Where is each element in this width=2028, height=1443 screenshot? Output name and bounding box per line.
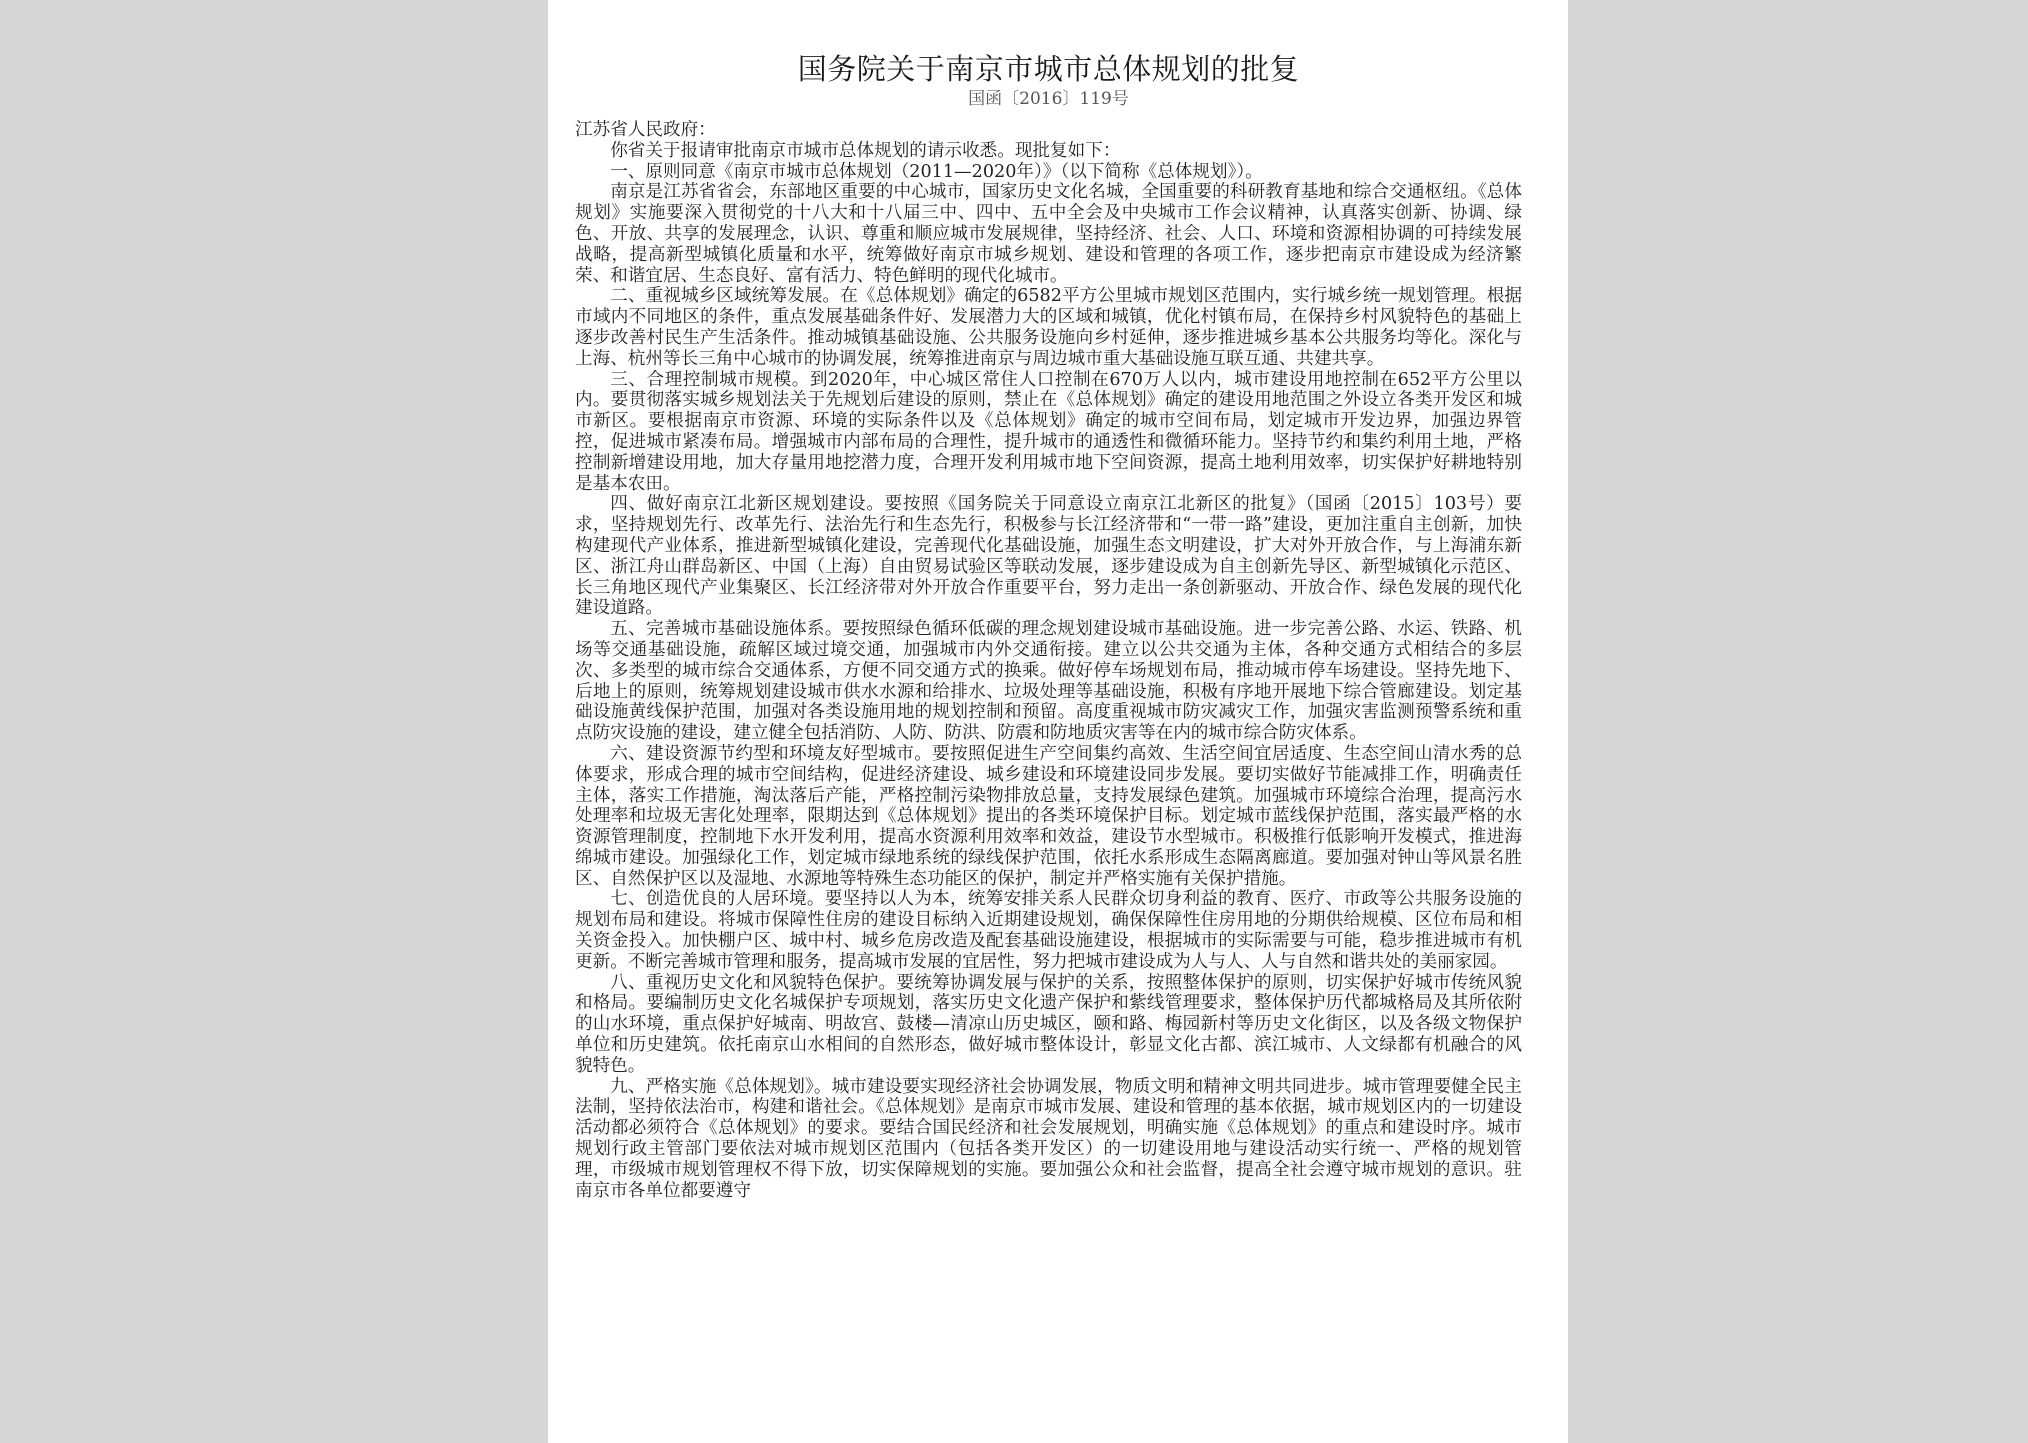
paragraph-2: 二、重视城乡区域统筹发展。在《总体规划》确定的6582平方公里城市规划区范围内，实行城乡统一规划管理。根据市域内不同地区的条件，重点发展基础条件好、发展潜力大的区域和城镇，优化村镇布局，在保持乡村风貌特色的基础上逐步改善村民生产生活条件。推动城镇基础设施、公共服务设施向乡村延伸，逐步推进城乡基本公共服务均等化。深化与上海、杭州等长三角中心城市的协调发展，统筹推进南京与周边城市重大基础设施互联互通、共建共享。	[575, 286, 1522, 369]
document-title: 国务院关于南京市城市总体规划的批复	[797, 52, 1300, 86]
paragraph-1: 一、原则同意《南京市城市总体规划（2011—2020年）》（以下简称《总体规划》）。	[610, 161, 1263, 182]
paragraph-1-detail: 南京是江苏省省会，东部地区重要的中心城市，国家历史文化名城，全国重要的科研教育基地和综合交通枢纽。《总体规划》实施要深入贯彻党的十八大和十八届三中、四中、五中全会及中央城市工作会议精神，认真落实创新、协调、绿色、开放、共享的发展理念，认识、尊重和顺应城市发展规律，坚持经济、社会、人口、环境和资源相协调的可持续发展战略，提高新型城镇化质量和水平，统筹做好南京市城乡规划、建设和管理的各项工作，逐步把南京市建设成为经济繁荣、和谐宜居、生态良好、富有活力、特色鲜明的现代化城市。	[575, 182, 1522, 286]
paragraph-3: 三、合理控制城市规模。到2020年，中心城区常住人口控制在670万人以内，城市建设用地控制在652平方公里以内。要贯彻落实城乡规划法关于先规划后建设的原则，禁止在《总体规划》确定的建设用地范围之外设立各类开发区和城市新区。要根据南京市资源、环境的实际条件以及《总体规划》确定的城市空间布局，划定城市开发边界，加强边界管控，促进城市紧凑布局。增强城市内部布局的合理性，提升城市的通透性和微循环能力。坚持节约和集约利用土地，严格控制新增建设用地，加大存量用地挖潜力度，合理开发利用城市地下空间资源，提高土地利用效率，切实保护好耕地特别是基本农田。	[575, 369, 1522, 494]
salutation: 江苏省人民政府：	[575, 120, 716, 140]
document-number: 国函〔2016〕119号	[968, 89, 1129, 109]
paragraph-8: 八、重视历史文化和风貌特色保护。要统筹协调发展与保护的关系，按照整体保护的原则，切实保护好城市传统风貌和格局。要编制历史文化名城保护专项规划，落实历史文化遗产保护和紫线管理要求，整体保护历代都城格局及其所依附的山水环境，重点保护好城南、明故宫、鼓楼—清凉山历史城区，颐和路、梅园新村等历史文化街区，以及各级文物保护单位和历史建筑。依托南京山水相间的自然形态，做好城市整体设计，彰显文化古都、滨江城市、人文绿都有机融合的风貌特色。	[575, 972, 1522, 1076]
paragraph-4: 四、做好南京江北新区规划建设。要按照《国务院关于同意设立南京江北新区的批复》（国函〔2015〕103号）要求，坚持规划先行、改革先行、法治先行和生态先行，积极参与长江经济带和“一带一路”建设，更加注重自主创新，加快构建现代产业体系，推进新型城镇化建设，完善现代化基础设施，加强生态文明建设，扩大对外开放合作，与上海浦东新区、浙江舟山群岛新区、中国（上海）自由贸易试验区等联动发展，逐步建设成为自主创新先导区、新型城镇化示范区、长三角地区现代产业集聚区、长江经济带对外开放合作重要平台，努力走出一条创新驱动、开放合作、绿色发展的现代化建设道路。	[575, 494, 1522, 619]
paragraph-7: 七、创造优良的人居环境。要坚持以人为本，统筹安排关系人民群众切身利益的教育、医疗、市政等公共服务设施的规划布局和建设。将城市保障性住房的建设目标纳入近期建设规划，确保保障性住房用地的分期供给规模、区位布局和相关资金投入。加快棚户区、城中村、城乡危房改造及配套基础设施建设，根据城市的实际需要与可能，稳步推进城市有机更新。不断完善城市管理和服务，提高城市发展的宜居性，努力把城市建设成为人与人、人与自然和谐共处的美丽家园。	[575, 889, 1522, 972]
paragraph-9: 九、严格实施《总体规划》。城市建设要实现经济社会协调发展，物质文明和精神文明共同进步。城市管理要健全民主法制，坚持依法治市，构建和谐社会。《总体规划》是南京市城市发展、建设和管理的基本依据，城市规划区内的一切建设活动都必须符合《总体规划》的要求。要结合国民经济和社会发展规划，明确实施《总体规划》的重点和建设时序。城市规划行政主管部门要依法对城市规划区范围内（包括各类开发区）的一切建设用地与建设活动实行统一、严格的规划管理，市级城市规划管理权不得下放，切实保障规划的实施。要加强公众和社会监督，提高全社会遵守城市规划的意识。驻南京市各单位都要遵守	[575, 1076, 1522, 1201]
document-page	[548, 0, 1568, 1443]
paragraph-6: 六、建设资源节约型和环境友好型城市。要按照促进生产空间集约高效、生活空间宜居适度、生态空间山清水秀的总体要求，形成合理的城市空间结构，促进经济建设、城乡建设和环境建设同步发展。要切实做好节能减排工作，明确责任主体，落实工作措施，淘汰落后产能，严格控制污染物排放总量，支持发展绿色建筑。加强城市环境综合治理，提高污水处理率和垃圾无害化处理率，限期达到《总体规划》提出的各类环境保护目标。划定城市蓝线保护范围，落实最严格的水资源管理制度，控制地下水开发利用，提高水资源利用效率和效益，建设节水型城市。积极推行低影响开发模式，推进海绵城市建设。加强绿化工作，划定城市绿地系统的绿线保护范围，依托水系形成生态隔离廊道。要加强对钟山等风景名胜区、自然保护区以及湿地、水源地等特殊生态功能区的保护，制定并严格实施有关保护措施。	[575, 743, 1522, 889]
paragraph-intro: 你省关于报请审批南京市城市总体规划的请示收悉。现批复如下：	[610, 140, 1121, 161]
paragraph-5: 五、完善城市基础设施体系。要按照绿色循环低碳的理念规划建设城市基础设施。进一步完善公路、水运、铁路、机场等交通基础设施，疏解区域过境交通，加强城市内外交通衔接。建立以公共交通为主体，各种交通方式相结合的多层次、多类型的城市综合交通体系，方便不同交通方式的换乘。做好停车场规划布局，推动城市停车场建设。坚持先地下、后地上的原则，统筹规划建设城市供水水源和给排水、垃圾处理等基础设施，积极有序地开展地下综合管廊建设。划定基础设施黄线保护范围，加强对各类设施用地的规划控制和预留。高度重视城市防灾减灾工作，加强灾害监测预警系统和重点防灾设施的建设，建立健全包括消防、人防、防洪、防震和防地质灾害等在内的城市综合防灾体系。	[575, 619, 1522, 744]
